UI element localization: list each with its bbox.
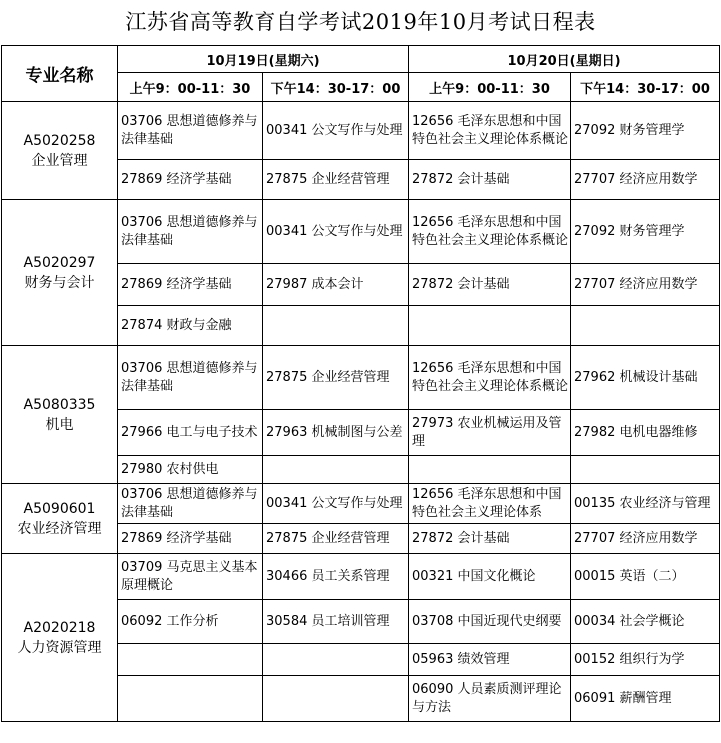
course-cell-sun-am: 12656 毛泽东思想和中国特色社会主义理论体系概论: [409, 200, 571, 264]
table-row: [2, 484, 720, 524]
course-cell-sat-am: 03706 思想道德修养与法律基础: [118, 346, 263, 410]
course-cell-sat-am: [118, 676, 263, 722]
course-cell-sun-am: 27872 会计基础: [409, 524, 571, 554]
course-cell-sat-pm: 27963 机械制图与公差: [263, 410, 409, 456]
course-cell-sun-am: 12656 毛泽东思想和中国特色社会主义理论体系概论: [409, 102, 571, 160]
course-cell-sat-pm: [263, 456, 409, 484]
major-code: A5020297: [23, 254, 96, 271]
course-cell-sun-pm: 27092 财务管理学: [571, 102, 720, 160]
major-name: 财务与会计: [24, 274, 95, 291]
course-cell-sat-pm: 30584 员工培训管理: [263, 600, 409, 644]
slot-header-sun-am: 上午9：00-11：30: [409, 73, 571, 102]
course-cell-sun-am: 12656 毛泽东思想和中国特色社会主义理论体系: [409, 484, 571, 524]
major-code: A5090601: [23, 500, 96, 517]
major-cell: [2, 484, 118, 554]
table-row: [2, 200, 720, 264]
course-cell-sun-am: 12656 毛泽东思想和中国特色社会主义理论体系概论: [409, 346, 571, 410]
course-cell-sat-pm: [263, 306, 409, 346]
course-cell-sat-am: 27869 经济学基础: [118, 160, 263, 200]
course-cell-sun-am: 00321 中国文化概论: [409, 554, 571, 600]
course-cell-sun-pm: 00152 组织行为学: [571, 644, 720, 676]
course-cell-sat-pm: 00341 公文写作与处理: [263, 102, 409, 160]
course-cell-sat-pm: 27987 成本会计: [263, 264, 409, 306]
major-cell: [2, 346, 118, 484]
day-header-sun: 10月20日(星期日): [409, 46, 720, 73]
course-cell-sat-pm: 00341 公文写作与处理: [263, 484, 409, 524]
major-cell: [2, 102, 118, 200]
course-cell-sat-pm: 30466 员工关系管理: [263, 554, 409, 600]
course-cell-sat-am: 03706 思想道德修养与法律基础: [118, 484, 263, 524]
course-cell-sat-am: 27966 电工与电子技术: [118, 410, 263, 456]
course-cell-sat-am: 03709 马克思主义基本原理概论: [118, 554, 263, 600]
course-cell-sun-am: 27973 农业机械运用及管理: [409, 410, 571, 456]
course-cell-sat-pm: [263, 644, 409, 676]
major-code: A2020218: [23, 619, 96, 636]
course-cell-sat-pm: 27875 企业经营管理: [263, 524, 409, 554]
course-cell-sat-pm: [263, 676, 409, 722]
course-cell-sat-am: 03706 思想道德修养与法律基础: [118, 102, 263, 160]
day-header-sat: 10月19日(星期六): [118, 46, 409, 73]
course-cell-sun-pm: 00034 社会学概论: [571, 600, 720, 644]
course-cell-sat-pm: 00341 公文写作与处理: [263, 200, 409, 264]
course-cell-sun-pm: [571, 456, 720, 484]
course-cell-sun-pm: 27962 机械设计基础: [571, 346, 720, 410]
slot-header-sun-pm: 下午14：30-17：00: [571, 73, 720, 102]
major-name: 企业管理: [31, 152, 88, 169]
course-cell-sat-am: 06092 工作分析: [118, 600, 263, 644]
course-cell-sun-pm: 27707 经济应用数学: [571, 524, 720, 554]
course-cell-sun-pm: [571, 306, 720, 346]
course-cell-sun-am: [409, 306, 571, 346]
course-cell-sun-am: 06090 人员素质测评理论与方法: [409, 676, 571, 722]
course-cell-sun-pm: 27707 经济应用数学: [571, 160, 720, 200]
course-cell-sat-am: 27874 财政与金融: [118, 306, 263, 346]
major-name: 农业经济管理: [17, 520, 102, 537]
course-cell-sat-pm: 27875 企业经营管理: [263, 346, 409, 410]
course-cell-sun-pm: 27982 电机电器维修: [571, 410, 720, 456]
course-cell-sun-pm: 00135 农业经济与管理: [571, 484, 720, 524]
course-cell-sat-am: [118, 644, 263, 676]
major-code: A5080335: [23, 396, 96, 413]
course-cell-sun-am: 27872 会计基础: [409, 264, 571, 306]
course-cell-sun-am: 27872 会计基础: [409, 160, 571, 200]
course-cell-sun-am: 05963 绩效管理: [409, 644, 571, 676]
course-cell-sun-pm: 06091 薪酬管理: [571, 676, 720, 722]
major-code: A5020258: [23, 132, 96, 149]
table-row: [2, 346, 720, 410]
course-cell-sun-pm: 27707 经济应用数学: [571, 264, 720, 306]
major-name-header: 专业名称: [2, 46, 118, 102]
major-cell: [2, 200, 118, 346]
course-cell-sun-am: [409, 456, 571, 484]
course-cell-sat-pm: 27875 企业经营管理: [263, 160, 409, 200]
course-cell-sat-am: 27980 农村供电: [118, 456, 263, 484]
table-row: [2, 554, 720, 600]
course-cell-sat-am: 27869 经济学基础: [118, 524, 263, 554]
exam-schedule-table: [1, 45, 720, 722]
course-cell-sun-pm: 27092 财务管理学: [571, 200, 720, 264]
course-cell-sat-am: 03706 思想道德修养与法律基础: [118, 200, 263, 264]
major-name: 人力资源管理: [17, 639, 102, 656]
course-cell-sun-pm: 00015 英语（二）: [571, 554, 720, 600]
major-cell: [2, 554, 118, 722]
slot-header-sat-am: 上午9：00-11：30: [118, 73, 263, 102]
major-name: 机电: [45, 416, 74, 433]
table-row: [2, 102, 720, 160]
page-title: 江苏省高等教育自学考试2019年10月考试日程表: [125, 10, 596, 34]
course-cell-sat-am: 27869 经济学基础: [118, 264, 263, 306]
slot-header-sat-pm: 下午14：30-17：00: [263, 73, 409, 102]
course-cell-sun-am: 03708 中国近现代史纲要: [409, 600, 571, 644]
